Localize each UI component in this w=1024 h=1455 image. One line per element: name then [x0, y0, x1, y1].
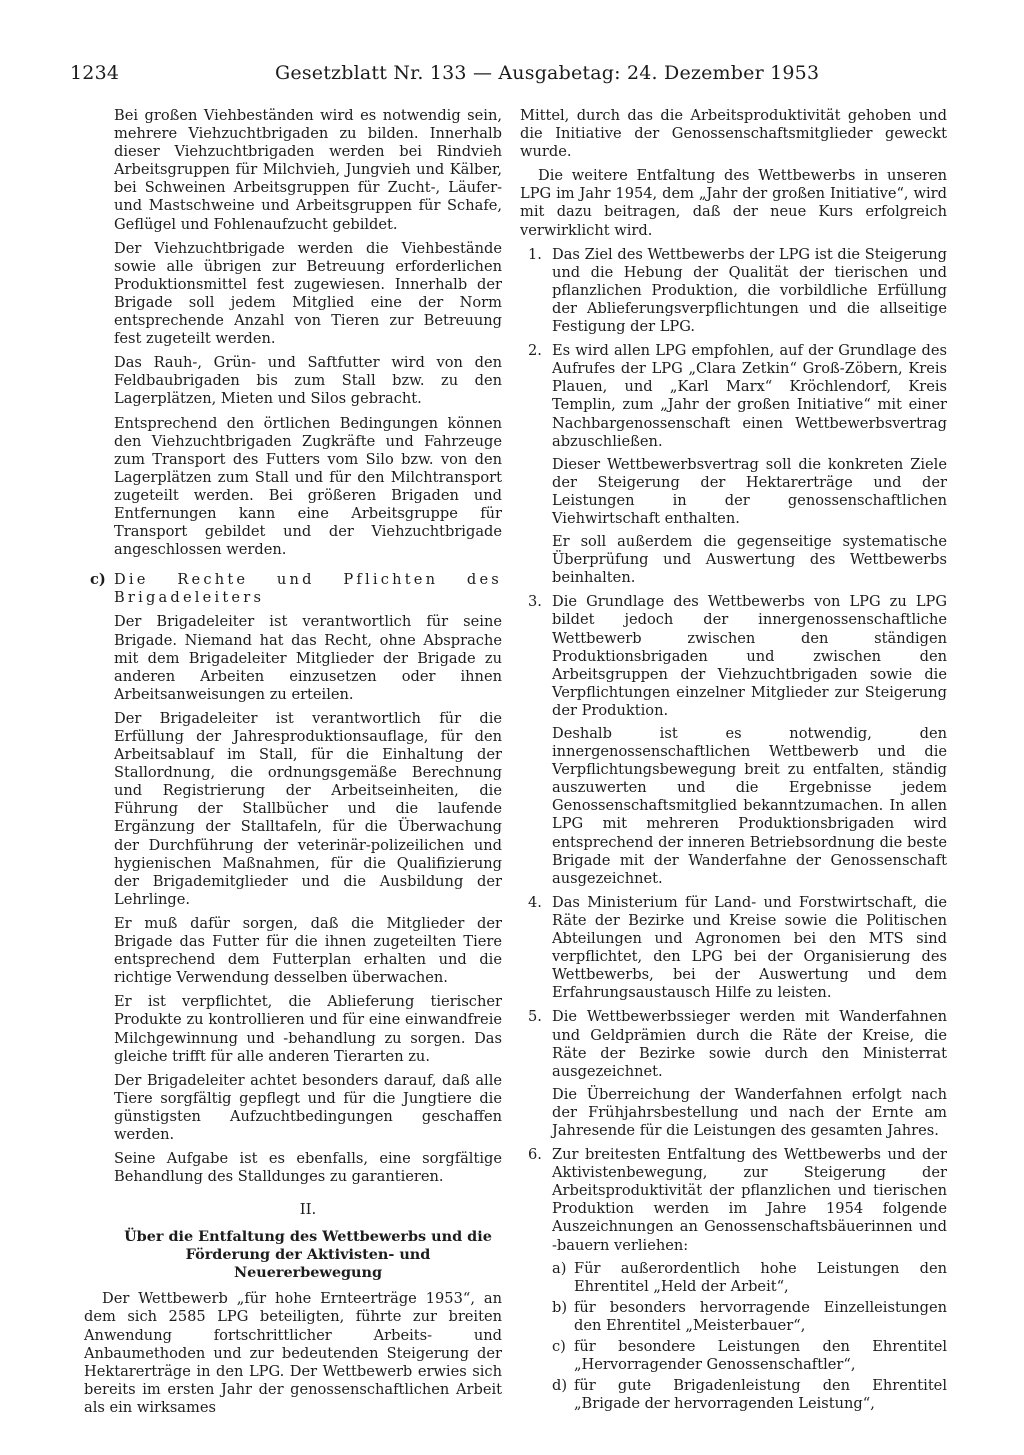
- section-c-label: c): [90, 571, 106, 589]
- sub-list-text: Für außerordentlich hohe Leistungen den Ehrentitel „Held der Arbeit“,: [574, 1259, 947, 1295]
- sub-list-item: [552, 1260, 947, 1296]
- paragraph: Er ist verpflichtet, die Ablieferung tierischer Produkte zu kontrollieren und für eine einwandfreie Milchgewinnung und -behandlung zu sorgen. Das gleiche trifft für alle anderen Tierarten zu.: [114, 993, 502, 1065]
- sub-list-item: [552, 1377, 947, 1413]
- section-numeral: II.: [299, 1200, 317, 1219]
- list-item: [520, 246, 947, 336]
- paragraph: Der Brigadeleiter ist verantwortlich für die Erfüllung der Jahresproduktionsauflage, für den Arbeitsablauf im Stall, für die Einhaltung der Stallordnung, die ordnungsgemäße Berechnung und Registrierung der Arbeitseinheiten, die Führung der Stallbücher und die laufende Ergänzung der Stalltafeln, für die Überwachung der Durchführung der veterinär-polizeilichen und hygienischen Maßnahmen, für die Qualifizierung der Brigademitglieder und die Ausbildung der Lehrlinge.: [114, 709, 502, 908]
- sub-list-label: c): [552, 1338, 566, 1355]
- paragraph: Es wird allen LPG empfohlen, auf der Grundlage des Aufrufes der LPG „Clara Zetkin“ Groß-Zöbern, Kreis Plauen, und „Karl Marx“ Kröchlendorf, Kreis Templin, zum „Jahr der großen Initiative“ mit einer Nachbargenossenschaft einen Wettbewerbsvertrag abzuschließen.: [552, 342, 947, 450]
- gazette-title: Gesetzblatt Nr. 133 — Ausgabetag: 24. Dezember 1953: [275, 62, 820, 84]
- sub-list-text: für besonders hervorragende Einzelleistungen den Ehrentitel „Meisterbauer“,: [574, 1298, 947, 1334]
- paragraph: Zur breitesten Entfaltung des Wettbewerbs und der Aktivistenbewegung, zur Steigerung der Arbeitsproduktivität der pflanzlichen und tierischen Produktion werden im Jahre 1954 folgende Auszeichnungen an Genossenschaftsbäuerinnen und -bauern verliehen:: [552, 1146, 947, 1254]
- paragraph: Die weitere Entfaltung des Wettbewerbs in unseren LPG im Jahr 1954, dem „Jahr der großen Initiative“, wird mit dazu beitragen, daß der neue Kurs erfolgreich verwirklicht wird.: [520, 167, 947, 239]
- sub-list-label: d): [552, 1377, 568, 1395]
- list-item-number: 5.: [528, 1008, 542, 1026]
- left-column: [84, 107, 502, 1423]
- list-item-number: 1.: [528, 245, 542, 263]
- sub-list-text: für besondere Leistungen den Ehrentitel „Hervorragender Genossenschaftler“,: [574, 1338, 947, 1374]
- sub-list-label: b): [552, 1298, 568, 1316]
- list-item-number: 4.: [528, 893, 542, 911]
- paragraph: Dieser Wettbewerbsvertrag soll die konkreten Ziele der Steigerung der Hektarerträge und der Leistungen in der genossenschaftlichen Viehwirtschaft enthalten.: [552, 455, 947, 527]
- paragraph: Er muß dafür sorgen, daß die Mitglieder der Brigade das Futter für die ihnen zugeteilten Tiere entsprechend dem Futterplan erhalten und die richtige Verwendung desselben überwachen.: [114, 914, 502, 987]
- list-item: [520, 342, 947, 587]
- paragraph: Das Rauh-, Grün- und Saftfutter wird von den Feldbaubrigaden bis zum Stall bzw. zu den Lagerplätzen, Mieten und Silos gebracht.: [114, 354, 502, 408]
- paragraph: Die Wettbewerbssieger werden mit Wanderfahnen und Geldprämien durch die Räte der Kreise, die Räte der Bezirke sowie durch den Ministerrat ausgezeichnet.: [552, 1008, 947, 1080]
- list-item: [520, 1146, 947, 1413]
- paragraph: Bei großen Viehbeständen wird es notwendig sein, mehrere Viehzuchtbrigaden zu bilden. Innerhalb dieser Viehzuchtbrigaden werden bei Rindvieh Arbeitsgruppen für Milchvieh, Jungvieh und Kälber, bei Schweinen Arbeitsgruppen für Zucht-, Läufer- und Mastschweine und Arbeitsgruppen für Schafe, Geflügel und Fohlenaufzucht gebildet.: [114, 107, 502, 233]
- sub-list-item: [552, 1299, 947, 1335]
- paragraph: Entsprechend den örtlichen Bedingungen können den Viehzuchtbrigaden Zugkräfte und Fahrzeuge zum Transport des Futters vom Silo bzw. von den Lagerplätzen zum Stall und für den Milchtransport zugeteilt werden. Bei größeren Brigaden und Entfernungen kann eine Arbeitsgruppe für Transport gebildet und der Viehzuchtbrigade angeschlossen werden.: [114, 414, 502, 559]
- paragraph: Deshalb ist es notwendig, den innergenossenschaftlichen Wettbewerb und die Verpflichtungsbewegung breit zu entfalten, ständig auszuwerten und die Ergebnisse jedem Genossenschaftsmitglied bekanntzumachen. In allen LPG mit mehreren Produktionsbrigaden wird entsprechend der inneren Betriebsordnung die beste Brigade mit der Wanderfahne der Genossenschaft ausgezeichnet.: [552, 725, 947, 887]
- section-c: [90, 571, 502, 1186]
- paragraph: Seine Aufgabe ist es ebenfalls, eine sorgfältige Behandlung des Stalldunges zu garantieren.: [114, 1150, 502, 1186]
- paragraph: Die Überreichung der Wanderfahnen erfolgt nach der Frühjahrsbestellung und nach der Ernte am Jahresende für die Leistungen des gesamten Jahres.: [552, 1085, 947, 1139]
- paragraph: Der Wettbewerb „für hohe Ernteerträge 1953“, an dem sich 2585 LPG beteiligten, führte zur breiten Anwendung fortschrittlicher Arbeits- und Anbaumethoden und zur bedeutenden Steigerung der Hektarerträge in den LPG. Der Wettbewerb erwies sich bereits im ersten Jahr der genossenschaftlichen Arbeit als ein wirksames: [84, 1290, 502, 1416]
- list-item-number: 2.: [528, 342, 542, 360]
- sub-list-label: a): [552, 1259, 567, 1277]
- list-item: [520, 1008, 947, 1140]
- paragraph: Der Viehzuchtbrigade werden die Viehbestände sowie alle übrigen zur Betreuung erforderlichen Produktionsmittel fest zugewiesen. Innerhalb der Brigade soll jedem Mitglied eine der Norm entsprechende Anzahl von Tieren zur Betreuung fest zugeteilt werden.: [114, 239, 502, 348]
- paragraph: Mittel, durch das die Arbeitsproduktivität gehoben und die Initiative der Genossenschaftsmitglieder geweckt wurde.: [520, 107, 947, 161]
- section-c-heading: Die Rechte und Pflichten des Brigadeleiters: [114, 571, 502, 607]
- paragraph: Das Ziel des Wettbewerbs der LPG ist die Steigerung und die Hebung der Qualität der tierischen und pflanzlichen Produktion, die vorbildliche Erfüllung der Ablieferungsverpflichtungen und die allseitige Festigung der LPG.: [552, 245, 947, 336]
- list-item: [520, 593, 947, 888]
- paragraph: Er soll außerdem die gegenseitige systematische Überprüfung und Auswertung des Wettbewerbs beinhalten.: [552, 533, 947, 587]
- paragraph: Das Ministerium für Land- und Forstwirtschaft, die Räte der Bezirke und Kreise sowie die Politischen Abteilungen und Agronomen bei den MTS sind verpflichtet, den LPG bei der Organisierung des Wettbewerbs, bei der Auswertung und dem Erfahrungsaustausch Hilfe zu leisten.: [552, 893, 947, 1002]
- paragraph: Der Brigadeleiter achtet besonders darauf, daß alle Tiere sorgfältig gepflegt und für die Jungtiere die günstigsten Aufzuchtbedingungen geschaffen werden.: [114, 1071, 502, 1143]
- list-item-number: 3.: [528, 593, 542, 611]
- sub-list-item: [552, 1338, 947, 1374]
- sub-list-text: für gute Brigadenleistung den Ehrentitel „Brigade der hervorragenden Leistung“,: [574, 1377, 947, 1413]
- list-item: [520, 894, 947, 1003]
- section-heading: Über die Entfaltung des Wettbewerbs und die Förderung der Aktivisten- und Neuererbewegung: [124, 1228, 492, 1282]
- right-column: [520, 107, 947, 1419]
- paragraph: Die Grundlage des Wettbewerbs von LPG zu LPG bildet jedoch der innergenossenschaftliche Wettbewerb zwischen den ständigen Produktionsbrigaden und zwischen den Arbeitsgruppen der Viehzuchtbrigaden sowie die Verpflichtungen einzelner Mitglieder zur Steigerung der Produktion.: [552, 593, 947, 719]
- page-number: 1234: [70, 62, 120, 84]
- paragraph: Der Brigadeleiter ist verantwortlich für seine Brigade. Niemand hat das Recht, ohne Absprache mit dem Brigadeleiter Mitglieder der Brigade zu anderen Arbeiten einzusetzen oder ihnen Arbeitsanweisungen zu erteilen.: [114, 613, 502, 703]
- list-item-number: 6.: [528, 1146, 542, 1164]
